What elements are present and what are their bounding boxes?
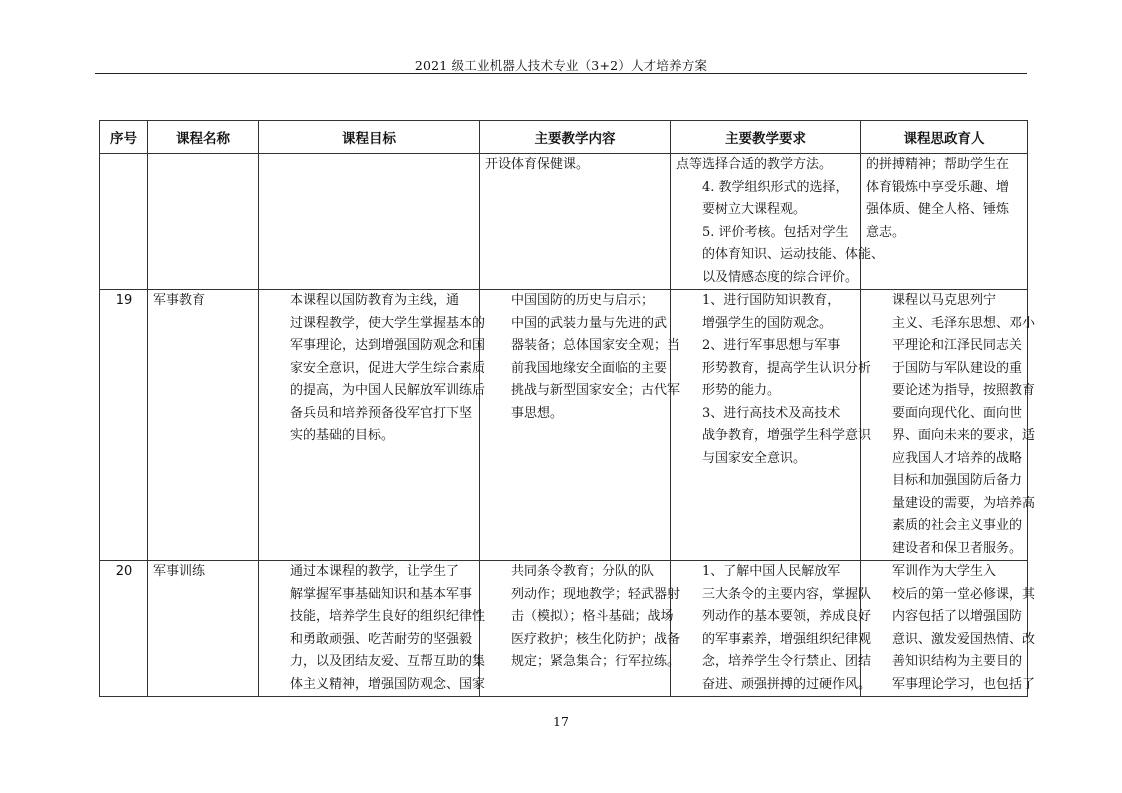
text-line: 与国家安全意识。 bbox=[702, 450, 807, 466]
paragraph bbox=[866, 154, 1023, 244]
curriculum-table bbox=[99, 120, 1036, 697]
paragraph bbox=[866, 561, 1036, 696]
text-line: 的提高，为中国人民解放军训练后 bbox=[290, 383, 486, 398]
table-header-row bbox=[100, 121, 1028, 154]
text-line: 界、面向未来的要求，适 bbox=[892, 428, 1036, 443]
text-line: 形势的能力。 bbox=[702, 383, 781, 398]
text-line: 军事理论，达到增强国防观念和国 bbox=[290, 338, 486, 353]
paragraph bbox=[485, 290, 681, 425]
text-line: 善知识结构为主要目的 bbox=[892, 654, 1023, 669]
teaching-requirements-cell bbox=[671, 290, 872, 561]
course-name-cell bbox=[148, 154, 259, 290]
teaching-content-cell bbox=[480, 290, 681, 561]
text-line: 素质的社会主义事业的 bbox=[892, 518, 1023, 533]
text-line: 通过本课程的教学，让学生了 bbox=[290, 564, 460, 579]
teaching-content-cell bbox=[480, 154, 671, 290]
text-line: 本课程以国防教育为主线，通 bbox=[290, 293, 460, 308]
text-line: 家安全意识，促进大学生综合素质 bbox=[290, 360, 486, 376]
text-line: 1、进行国防知识教育， bbox=[702, 293, 841, 308]
paragraph bbox=[676, 222, 885, 290]
text-line: 增强学生的国防观念。 bbox=[702, 315, 833, 331]
course-number-cell bbox=[100, 154, 148, 290]
text-line: 力，以及团结友爱、互帮互助的集 bbox=[290, 654, 486, 669]
text-line: 念，培养学生令行禁止、团结 bbox=[702, 654, 872, 669]
text-line: 建设者和保卫者服务。 bbox=[892, 540, 1023, 556]
text-line: 点等选择合适的教学方法。 bbox=[676, 157, 833, 172]
ideological-education-cell bbox=[861, 290, 1036, 561]
paragraph bbox=[676, 290, 856, 335]
teaching-content-cell bbox=[480, 561, 681, 697]
text-line: 要树立大课程观。 bbox=[702, 202, 807, 217]
teaching-requirements-cell bbox=[671, 561, 872, 697]
column-header-course-name: 课程名称 bbox=[148, 121, 259, 154]
course-name-cell: 军事教育 bbox=[148, 290, 259, 561]
text-line: 课程以马克思列宁 bbox=[892, 293, 997, 308]
ideological-education-cell bbox=[861, 154, 1028, 290]
text-line: 要面向现代化、面向世 bbox=[892, 405, 1023, 421]
paragraph bbox=[676, 154, 856, 177]
text-line: 解掌握军事基础知识和基本军事 bbox=[290, 586, 473, 602]
paragraph bbox=[676, 561, 872, 696]
text-line: 平理论和江泽民同志关 bbox=[892, 338, 1023, 353]
text-line: 量建设的需要，为培养高 bbox=[892, 495, 1036, 511]
course-goal-cell bbox=[259, 154, 480, 290]
text-line: 技能，培养学生良好的组织纪律性 bbox=[290, 609, 486, 624]
text-line: 中国国防的历史与启示； bbox=[511, 293, 655, 308]
text-line: 强体质、健全人格、锤炼 bbox=[866, 202, 1010, 217]
text-line: 意志。 bbox=[866, 224, 906, 240]
text-line: 实的基础的目标。 bbox=[290, 428, 395, 443]
column-header-number: 序号 bbox=[100, 121, 148, 154]
text-line: 器装备；总体国家安全观；当 bbox=[511, 338, 681, 353]
paragraph bbox=[676, 403, 872, 471]
text-line: 事思想。 bbox=[511, 405, 564, 421]
column-header-course-goal: 课程目标 bbox=[259, 121, 480, 154]
text-line: 规定；紧急集合；行军拉练。 bbox=[511, 654, 681, 669]
text-line: 要论述为指导，按照教育 bbox=[892, 383, 1036, 398]
teaching-requirements-cell bbox=[671, 154, 885, 290]
paragraph bbox=[485, 561, 681, 674]
paragraph bbox=[676, 335, 872, 403]
text-line: 三大条令的主要内容，掌握队 bbox=[702, 586, 872, 602]
text-line: 应我国人才培养的战略 bbox=[892, 450, 1023, 466]
text-line: 战争教育，增强学生科学意识 bbox=[702, 428, 872, 443]
table-row bbox=[100, 154, 1028, 290]
text-line: 医疗救护；核生化防护；战备 bbox=[511, 631, 681, 647]
text-line: 1、了解中国人民解放军 bbox=[702, 564, 841, 579]
text-line: 3、进行高技术及高技术 bbox=[702, 405, 841, 421]
table-row bbox=[100, 290, 1028, 561]
text-line: 体育锻炼中享受乐趣、增 bbox=[866, 179, 1010, 195]
column-header-ideological-education: 课程思政育人 bbox=[861, 121, 1028, 154]
text-line: 备兵员和培养预备役军官打下坚 bbox=[290, 405, 473, 421]
text-line: 于国防与军队建设的重 bbox=[892, 360, 1023, 376]
course-goal-cell bbox=[259, 290, 486, 561]
course-number-cell: 19 bbox=[100, 290, 148, 561]
text-line: 目标和加强国防后备力 bbox=[892, 473, 1023, 488]
text-line: 共同条令教育；分队的队 bbox=[511, 564, 655, 579]
course-goal-cell bbox=[259, 561, 486, 697]
header-divider bbox=[95, 73, 1027, 74]
text-line: 的军事素养，增强组织纪律观 bbox=[702, 631, 872, 647]
text-line: 形势教育，提高学生认识分析 bbox=[702, 360, 872, 376]
course-number-cell: 20 bbox=[100, 561, 148, 697]
paragraph bbox=[264, 561, 486, 696]
text-line: 的体育知识、运动技能、体能、 bbox=[702, 247, 885, 262]
column-header-teaching-content: 主要教学内容 bbox=[480, 121, 671, 154]
text-line: 军训作为大学生入 bbox=[892, 564, 997, 579]
text-line: 过课程教学，使大学生掌握基本的 bbox=[290, 315, 486, 331]
ideological-education-cell bbox=[861, 561, 1036, 697]
text-line: 体主义精神，增强国防观念、国家 bbox=[290, 676, 486, 692]
page-number: 17 bbox=[553, 714, 569, 729]
text-line: 奋进、顽强拼搏的过硬作风。 bbox=[702, 676, 872, 692]
text-line: 以及情感态度的综合评价。 bbox=[702, 269, 859, 285]
table-row bbox=[100, 561, 1028, 697]
text-line: 的拼搏精神；帮助学生在 bbox=[866, 157, 1010, 172]
paragraph bbox=[676, 177, 856, 222]
document-header-title: 2021 级工业机器人技术专业（3+2）人才培养方案 bbox=[414, 58, 708, 73]
text-line: 列动作；现地教学；轻武器射 bbox=[511, 586, 681, 602]
text-line: 前我国地缘安全面临的主要 bbox=[511, 360, 668, 376]
text-line: 5. 评价考核。包括对学生 bbox=[702, 224, 849, 240]
text-line: 4. 教学组织形式的选择， bbox=[702, 179, 849, 195]
paragraph bbox=[485, 154, 666, 177]
text-line: 开设体育保健课。 bbox=[485, 157, 590, 172]
course-name-cell: 军事训练 bbox=[148, 561, 259, 697]
text-line: 中国的武装力量与先进的武 bbox=[511, 315, 668, 331]
text-line: 和勇敢顽强、吃苦耐劳的坚强毅 bbox=[290, 631, 473, 647]
text-line: 挑战与新型国家安全；古代军 bbox=[511, 383, 681, 398]
column-header-teaching-requirements: 主要教学要求 bbox=[671, 121, 861, 154]
text-line: 意识、激发爱国热情、改 bbox=[892, 631, 1036, 647]
paragraph bbox=[264, 290, 486, 448]
text-line: 主义、毛泽东思想、邓小 bbox=[892, 315, 1036, 331]
paragraph bbox=[866, 290, 1036, 560]
text-line: 校后的第一堂必修课，其 bbox=[892, 586, 1036, 602]
text-line: 内容包括了以增强国防 bbox=[892, 609, 1023, 624]
text-line: 军事理论学习，也包括了 bbox=[892, 676, 1036, 692]
text-line: 2、进行军事思想与军事 bbox=[702, 338, 841, 353]
text-line: 列动作的基本要领，养成良好 bbox=[702, 609, 872, 624]
text-line: 击（模拟）；格斗基础；战场 bbox=[511, 609, 674, 624]
